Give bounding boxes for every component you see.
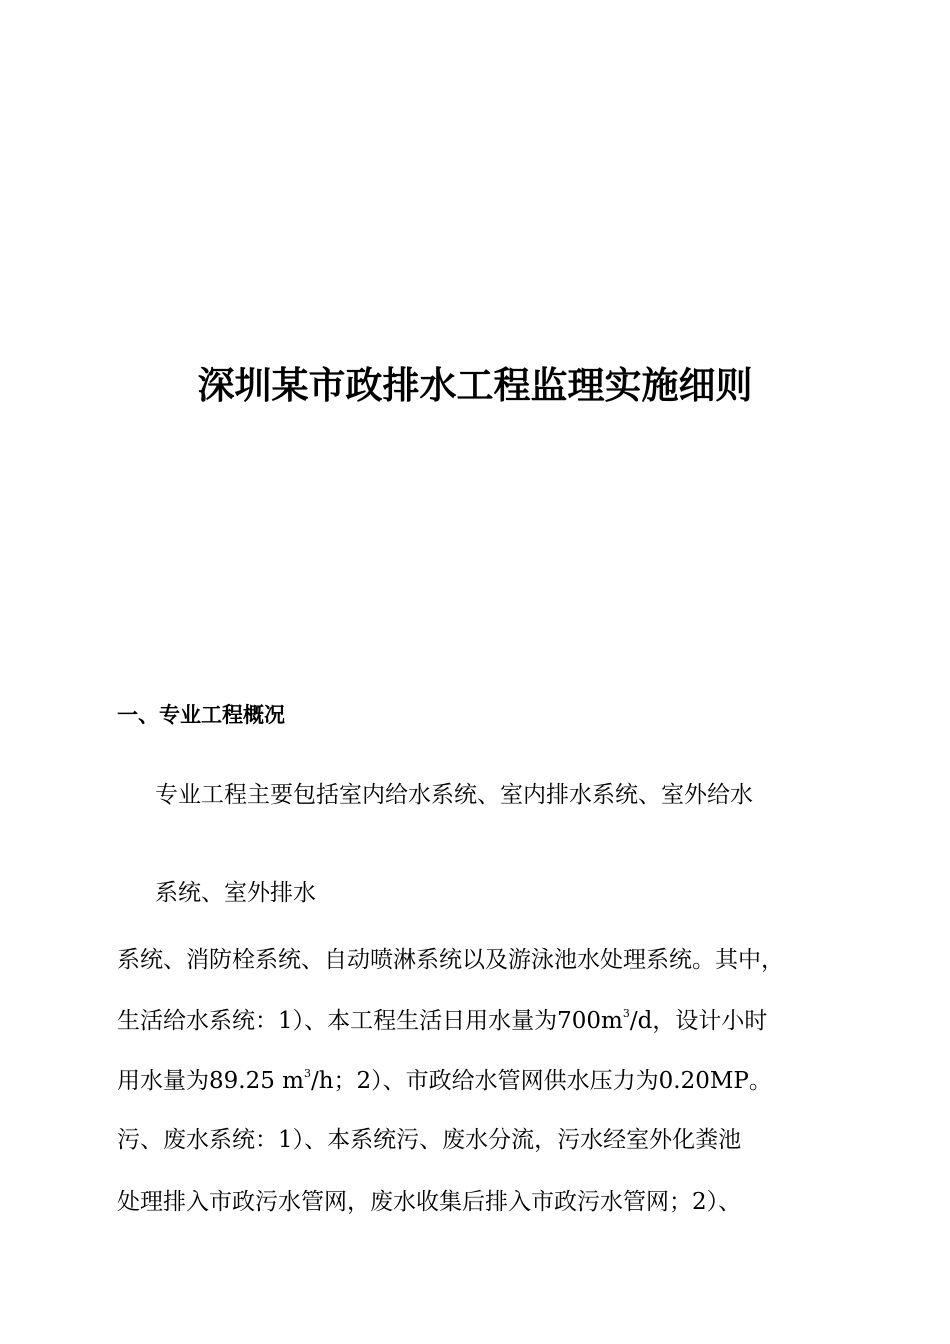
line-text: 生活给水系统：1）、本工程生活日用水量为700m — [117, 1008, 623, 1034]
paragraph-line: 系统、室外排水 — [155, 880, 316, 906]
paragraph-line: 系统、消防栓系统、自动喷淋系统以及游泳池水处理系统。其中， — [117, 947, 784, 973]
paragraph-line: 专业工程主要包括室内给水系统、室内排水系统、室外给水 — [155, 782, 753, 808]
paragraph-line: 处理排入市政污水管网，废水收集后排入市政污水管网；2）、 — [117, 1189, 742, 1215]
paragraph-line — [117, 1065, 772, 1097]
section-heading: 一、专业工程概况 — [117, 703, 285, 727]
paragraph-line: 污、废水系统：1）、本系统污、废水分流，污水经室外化粪池 — [117, 1127, 742, 1153]
line-text: /h；2）、市政给水管网供水压力为0.20MP。 — [310, 1068, 772, 1094]
superscript: 3 — [622, 1007, 630, 1020]
line-text: /d，设计小时 — [629, 1008, 768, 1034]
line-text: 用水量为89.25 m — [117, 1068, 304, 1094]
document-title: 深圳某市政排水工程监理实施细则 — [197, 364, 753, 407]
paragraph-line — [117, 1005, 767, 1037]
superscript: 3 — [303, 1067, 311, 1080]
